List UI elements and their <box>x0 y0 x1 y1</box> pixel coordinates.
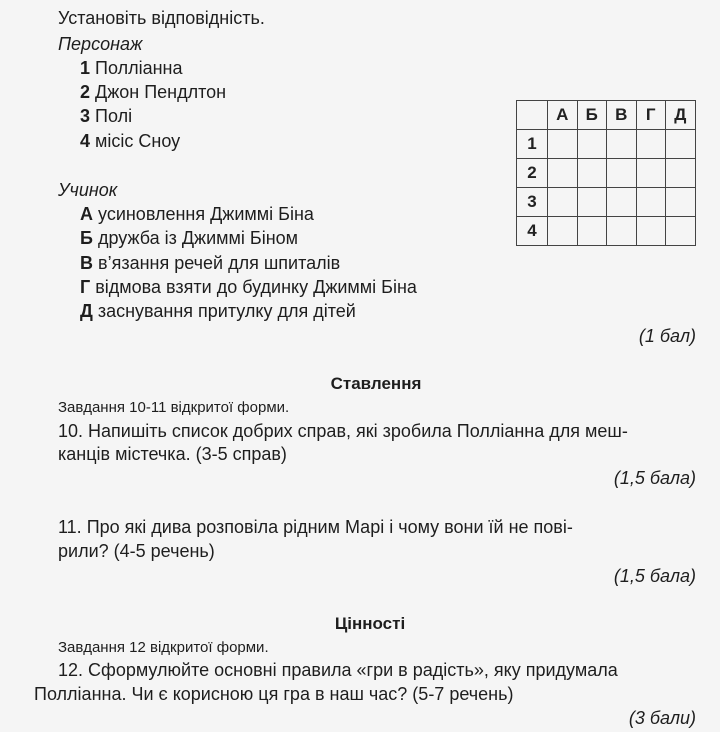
answer-grid-row <box>517 159 696 188</box>
answer-grid-row <box>517 217 696 246</box>
answer-cell[interactable] <box>577 130 607 159</box>
action-letter: Д <box>80 301 93 321</box>
task12-line1: 12. Сформулюйте основнi правила «гри в радiсть», яку придумала <box>58 660 618 680</box>
task10-line1: 10. Напишiть список добрих справ, якi зробила Поллiанна для меш- <box>58 421 628 441</box>
character-name: мiсiс Сноу <box>95 131 181 151</box>
answer-cell[interactable] <box>548 159 578 188</box>
section-note: Завдання 10-11 відкритої форми. <box>58 399 290 416</box>
character-number: 3 <box>80 106 91 126</box>
action-letter: Б <box>80 228 93 248</box>
character-item <box>80 81 226 103</box>
answer-cell[interactable] <box>636 188 666 217</box>
action-item <box>80 300 356 322</box>
row-header: 1 <box>517 130 548 159</box>
answer-grid-corner <box>517 101 548 130</box>
column-header: А <box>548 101 578 130</box>
answer-cell[interactable] <box>607 130 637 159</box>
task11-points: (1,5 бала) <box>613 566 696 586</box>
column-header: Д <box>666 101 696 130</box>
section-title-values: Цiнностi <box>334 614 406 633</box>
row-header: 2 <box>517 159 548 188</box>
character-name: Джон Пендлтон <box>95 82 227 102</box>
answer-cell[interactable] <box>607 188 637 217</box>
answer-cell[interactable] <box>548 217 578 246</box>
character-number: 1 <box>80 58 91 78</box>
character-name: Полi <box>95 106 133 126</box>
answer-cell[interactable] <box>666 159 696 188</box>
action-letter: Г <box>80 277 91 297</box>
task10-points: (1,5 бала) <box>613 468 696 488</box>
task10-line2: канцiв мiстечка. (3-5 справ) <box>58 444 287 464</box>
answer-cell[interactable] <box>636 159 666 188</box>
action-item <box>80 276 417 298</box>
answer-cell[interactable] <box>577 159 607 188</box>
row-header: 3 <box>517 188 548 217</box>
action-item <box>80 203 314 225</box>
answer-cell[interactable] <box>577 217 607 246</box>
action-text: в’язання речей для шпиталiв <box>98 253 341 273</box>
answer-cell[interactable] <box>666 130 696 159</box>
column-header: Б <box>577 101 607 130</box>
action-letter: А <box>80 204 93 224</box>
answer-grid <box>516 100 696 246</box>
answer-cell[interactable] <box>548 188 578 217</box>
task12-points: (3 бали) <box>628 708 696 728</box>
answer-grid-row <box>517 188 696 217</box>
character-item <box>80 130 180 152</box>
action-text: усиновлення Джиммi Бiна <box>98 204 314 224</box>
action-item <box>80 227 298 249</box>
row-header: 4 <box>517 217 548 246</box>
character-number: 4 <box>80 131 91 151</box>
task-instruction: Установіть відповідність. <box>58 8 265 28</box>
column-header: Г <box>636 101 666 130</box>
answer-grid-header-row <box>517 101 696 130</box>
character-number: 2 <box>80 82 91 102</box>
task11-line1: 11. Про якi дива розповiла рiдним Марi i чому вони їй не повi- <box>58 517 573 537</box>
column-header: В <box>607 101 637 130</box>
answer-grid-row <box>517 130 696 159</box>
actions-heading: Учинок <box>58 180 118 200</box>
answer-cell[interactable] <box>607 159 637 188</box>
answer-cell[interactable] <box>636 130 666 159</box>
answer-cell[interactable] <box>666 188 696 217</box>
answer-cell[interactable] <box>577 188 607 217</box>
task11-line2: рили? (4-5 речень) <box>58 541 215 561</box>
section-title-attitude: Ставлення <box>330 374 422 393</box>
answer-cell[interactable] <box>636 217 666 246</box>
action-text: дружба iз Джиммi Бiном <box>97 228 299 248</box>
characters-heading: Персонаж <box>58 34 143 54</box>
section-note: Завдання 12 вiдкритої форми. <box>58 639 269 656</box>
action-text: вiдмова взяти до будинку Джиммi Бiна <box>95 277 417 297</box>
action-item <box>80 252 340 274</box>
answer-cell[interactable] <box>666 217 696 246</box>
action-letter: В <box>80 253 93 273</box>
answer-cell[interactable] <box>548 130 578 159</box>
character-name: Поллiанна <box>95 58 183 78</box>
task12-line2: Поллiанна. Чи є корисною ця гра в наш час? (5-7 речень) <box>34 684 514 704</box>
character-item <box>80 105 132 127</box>
character-item <box>80 57 183 79</box>
answer-cell[interactable] <box>607 217 637 246</box>
task9-points: (1 бал) <box>638 326 696 346</box>
action-text: заснування притулку для дiтей <box>97 301 356 321</box>
